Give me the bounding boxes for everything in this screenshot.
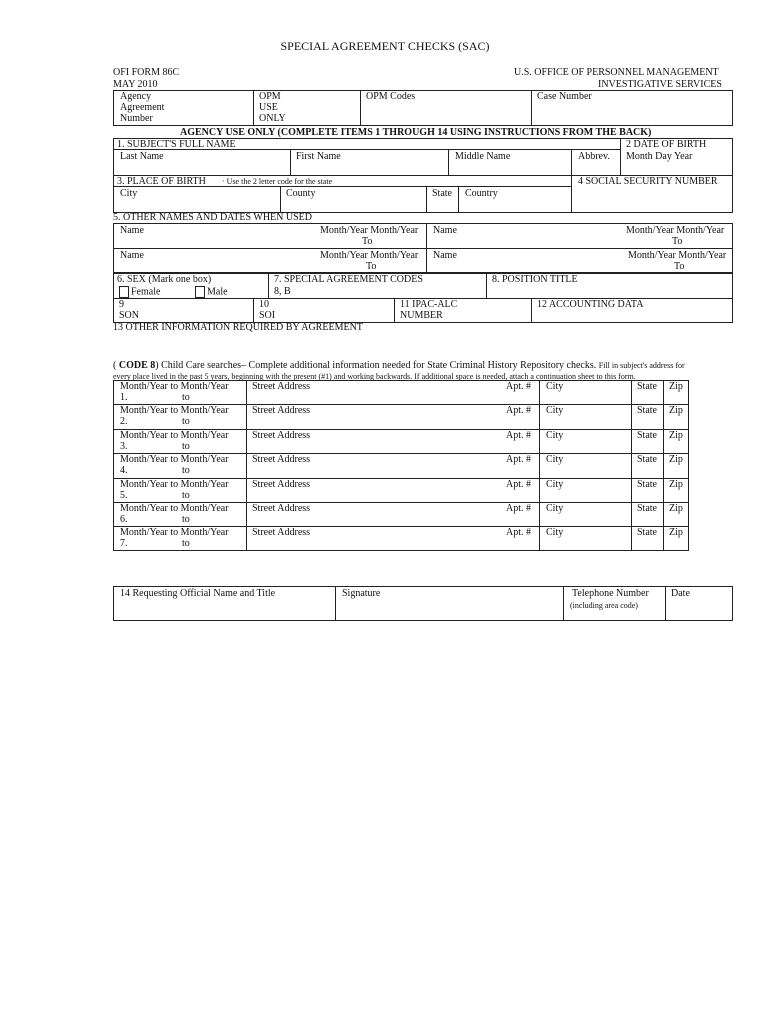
address-row-1-to: to	[182, 392, 190, 403]
address-row-1-street[interactable]: Street Address	[252, 381, 311, 392]
address-row-3-state[interactable]: State	[637, 429, 657, 441]
address-row-6-zip[interactable]: Zip	[669, 503, 683, 514]
female-checkbox[interactable]	[119, 286, 129, 298]
address-row-5-zip[interactable]: Zip	[669, 478, 683, 490]
address-row-4-city[interactable]: City	[546, 454, 564, 466]
use-label: USE	[259, 102, 278, 113]
item12-label: 12 ACCOUNTING DATA	[537, 299, 644, 310]
address-row-3-apt[interactable]: Apt. #	[506, 429, 531, 441]
opm-codes-label: OPM Codes	[366, 91, 416, 102]
address-row-1-row-number: 1.	[120, 392, 128, 403]
country-field[interactable]: Country	[465, 188, 498, 199]
address-row-6-street[interactable]: Street Address	[252, 503, 311, 514]
male-label: Male	[207, 286, 228, 298]
address-row-6-row-number: 6.	[120, 514, 128, 525]
other-name-2-to: To	[672, 236, 683, 247]
address-row-1-state[interactable]: State	[637, 381, 657, 392]
other-name-3-to: To	[366, 261, 377, 272]
female-label: Female	[131, 286, 161, 298]
agency-use-heading: AGENCY USE ONLY (COMPLETE ITEMS 1 THROUGH 14 USING INSTRUCTIONS FROM THE BACK)	[180, 127, 652, 138]
official-name-field[interactable]: 14 Requesting Official Name and Title	[120, 588, 276, 599]
address-row-2-zip[interactable]: Zip	[669, 405, 683, 417]
only-label: ONLY	[259, 113, 286, 124]
other-name-1[interactable]: Name	[120, 225, 144, 236]
abbrev-field[interactable]: Abbrev.	[578, 151, 610, 162]
other-name-4[interactable]: Name	[433, 250, 457, 261]
address-row-5-street[interactable]: Street Address	[252, 478, 311, 490]
address-row-6-month-year[interactable]: Month/Year to Month/Year	[120, 503, 229, 514]
other-name-4-to: To	[674, 261, 685, 272]
address-row-4-zip[interactable]: Zip	[669, 454, 683, 466]
date-field[interactable]: Date	[671, 588, 690, 599]
address-row-4-street[interactable]: Street Address	[252, 454, 311, 466]
address-row-3-zip[interactable]: Zip	[669, 429, 683, 441]
code8-instructions: every place lived in the past 5 years, beginning with the present (#1) and working backwards. If additional space is needed, attach a continuation sheet to this form.	[113, 372, 636, 381]
address-row-3-to: to	[182, 440, 190, 452]
other-name-4-dates[interactable]: Month/Year Month/Year	[628, 250, 727, 261]
item11-label: 11 IPAC-ALC	[400, 299, 458, 310]
other-name-2[interactable]: Name	[433, 225, 457, 236]
address-row-1-apt[interactable]: Apt. #	[506, 381, 531, 392]
female-option[interactable]	[119, 286, 160, 298]
address-row-3-month-year[interactable]: Month/Year to Month/Year	[120, 429, 229, 441]
address-row-6-apt[interactable]: Apt. #	[506, 503, 531, 514]
telephone-sub: (including area code)	[570, 601, 638, 610]
code8-text: ) Child Care searches– Complete additional information needed for State Criminal History Repository checks.	[155, 360, 597, 371]
address-row-5-state[interactable]: State	[637, 478, 657, 490]
address-row-7-street[interactable]: Street Address	[252, 527, 311, 539]
address-row-4-month-year[interactable]: Month/Year to Month/Year	[120, 454, 229, 466]
agency-division: INVESTIGATIVE SERVICES	[598, 79, 722, 90]
address-row-5-to: to	[182, 489, 190, 501]
item11-label-2: NUMBER	[400, 310, 443, 321]
item8-label: 8. POSITION TITLE	[492, 274, 578, 285]
first-name-field[interactable]: First Name	[296, 151, 341, 162]
item9-label: SON	[119, 310, 140, 321]
address-row-7-apt[interactable]: Apt. #	[506, 527, 531, 539]
other-name-1-to: To	[362, 236, 373, 247]
top-box-row	[113, 90, 733, 126]
address-row-2-row-number: 2.	[120, 416, 128, 428]
address-row-3-row-number: 3.	[120, 440, 128, 452]
case-number-label: Case Number	[537, 91, 592, 102]
form-title: SPECIAL AGREEMENT CHECKS (SAC)	[280, 39, 490, 53]
address-row-1-month-year[interactable]: Month/Year to Month/Year	[120, 381, 229, 392]
address-row-4-row-number: 4.	[120, 465, 128, 477]
address-row-7-month-year[interactable]: Month/Year to Month/Year	[120, 527, 229, 539]
address-row-6-to: to	[182, 514, 190, 525]
address-row-7-city[interactable]: City	[546, 527, 564, 539]
item5-label: 5. OTHER NAMES AND DATES WHEN USED	[113, 212, 312, 223]
item7-value[interactable]: 8, B	[274, 286, 291, 297]
code8-code: CODE 8	[118, 360, 156, 371]
address-row-7-to: to	[182, 538, 190, 550]
item9-num: 9	[119, 299, 124, 310]
item3-label: 3. PLACE OF BIRTH	[117, 176, 206, 187]
item10-label: SOI	[259, 310, 276, 321]
dob-field[interactable]: Month Day Year	[626, 151, 693, 162]
address-row-2-to: to	[182, 416, 190, 428]
last-name-field[interactable]: Last Name	[120, 151, 164, 162]
item7-label: 7. SPECIAL AGREEMENT CODES	[274, 274, 423, 285]
opm-label: OPM	[259, 91, 281, 102]
item13-label: 13 OTHER INFORMATION REQUIRED BY AGREEMENT	[113, 322, 363, 333]
item4-label: 4 SOCIAL SECURITY NUMBER	[578, 176, 718, 187]
address-row-5-row-number: 5.	[120, 489, 128, 501]
address-row-4-state[interactable]: State	[637, 454, 657, 466]
other-name-3[interactable]: Name	[120, 250, 144, 261]
address-row-1-city[interactable]: City	[546, 381, 564, 392]
address-row-2-street[interactable]: Street Address	[252, 405, 311, 417]
address-row-5-apt[interactable]: Apt. #	[506, 478, 531, 490]
address-row-2-city[interactable]: City	[546, 405, 564, 417]
address-row-2-apt[interactable]: Apt. #	[506, 405, 531, 417]
agency-name: U.S. OFFICE OF PERSONNEL MANAGEMENT	[514, 67, 719, 78]
middle-name-field[interactable]: Middle Name	[455, 151, 511, 162]
address-row-4-apt[interactable]: Apt. #	[506, 454, 531, 466]
code8-small1: Fill in subject's address for	[598, 361, 685, 370]
address-row-2-state[interactable]: State	[637, 405, 657, 417]
address-row-3-city[interactable]: City	[546, 429, 564, 441]
other-name-1-dates[interactable]: Month/Year Month/Year	[320, 225, 419, 236]
code8-prefix: (	[113, 360, 119, 371]
item1-label: 1. SUBJECT'S FULL NAME	[117, 139, 236, 150]
address-row-7-state[interactable]: State	[637, 527, 657, 539]
item3-note: · Use the 2 letter code for the state	[222, 177, 333, 186]
address-row-5-month-year[interactable]: Month/Year to Month/Year	[120, 478, 229, 490]
address-row-5-city[interactable]: City	[546, 478, 564, 490]
telephone-field[interactable]: Telephone Number	[572, 588, 649, 599]
address-row-7-row-number: 7.	[120, 538, 128, 550]
signature-field[interactable]: Signature	[342, 588, 381, 599]
item2-label: 2 DATE OF BIRTH	[626, 139, 707, 150]
item6-label: 6. SEX (Mark one box)	[117, 274, 212, 285]
city-field[interactable]: City	[120, 188, 138, 199]
agreement-label: Agreement	[120, 102, 165, 113]
address-row-6-city[interactable]: City	[546, 503, 564, 514]
address-row-4-to: to	[182, 465, 190, 477]
code8-heading	[113, 360, 685, 372]
form-date: MAY 2010	[113, 79, 158, 90]
county-field[interactable]: County	[286, 188, 316, 199]
state-field[interactable]: State	[432, 188, 452, 199]
form-number: OFI FORM 86C	[113, 67, 180, 78]
other-name-3-dates[interactable]: Month/Year Month/Year	[320, 250, 419, 261]
number-label: Number	[120, 113, 153, 124]
agency-label: Agency	[120, 91, 152, 102]
male-checkbox[interactable]	[195, 286, 205, 298]
address-row-7-zip[interactable]: Zip	[669, 527, 683, 539]
address-row-3-street[interactable]: Street Address	[252, 429, 311, 441]
item10-num: 10	[259, 299, 269, 310]
male-option[interactable]	[195, 286, 228, 298]
address-row-6-state[interactable]: State	[637, 503, 657, 514]
other-name-2-dates[interactable]: Month/Year Month/Year	[626, 225, 725, 236]
address-row-1-zip[interactable]: Zip	[669, 381, 683, 392]
address-row-2-month-year[interactable]: Month/Year to Month/Year	[120, 405, 229, 417]
